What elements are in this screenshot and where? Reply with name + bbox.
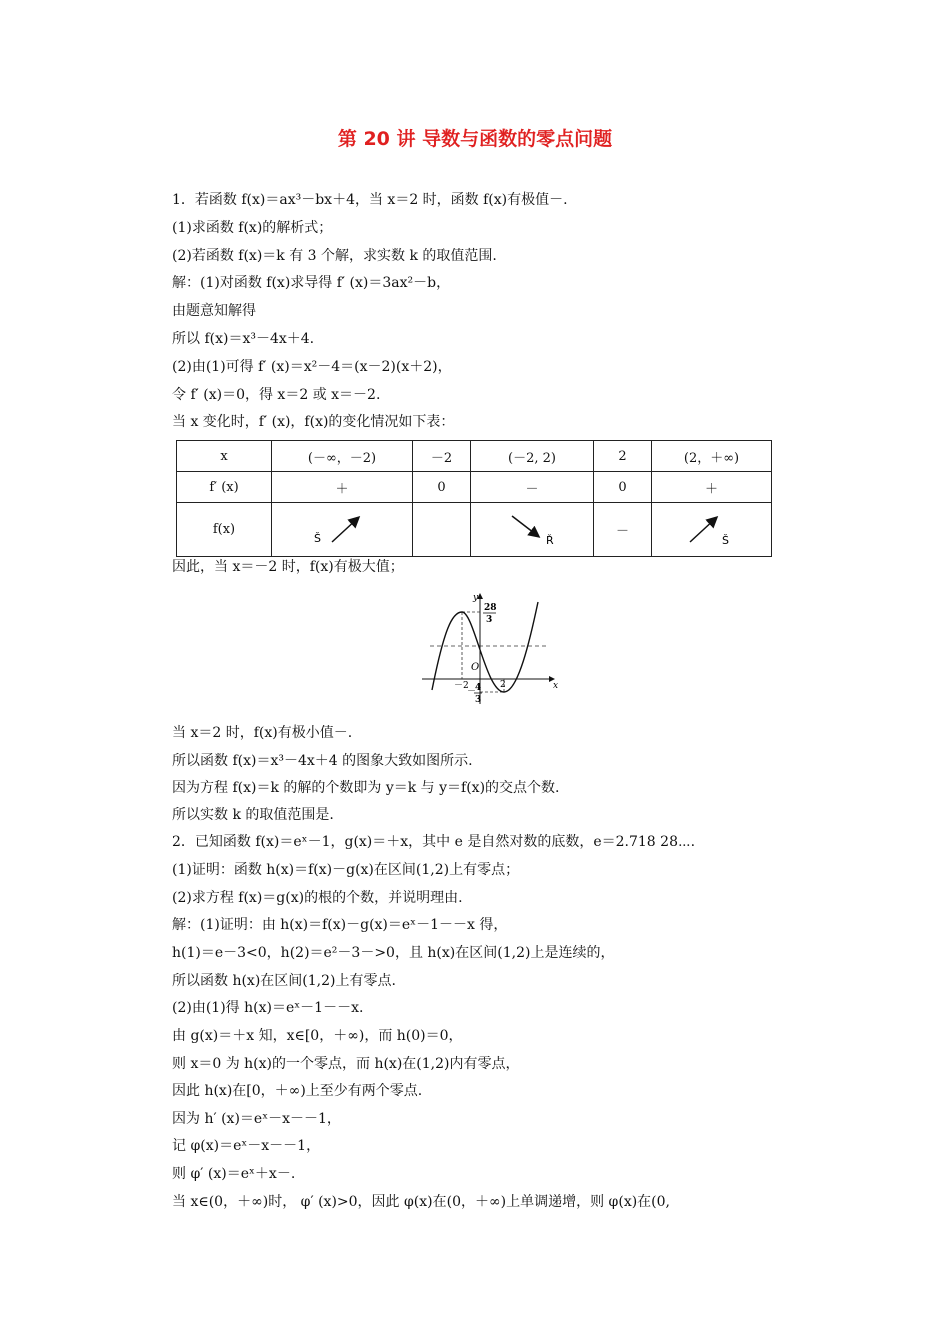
table-cell: (－∞，－2) xyxy=(272,441,413,472)
max-value-denominator: 3 xyxy=(486,615,493,625)
table-cell: f′ (x) xyxy=(177,472,272,503)
table-cell: (2，＋∞) xyxy=(652,441,772,472)
text-line: (1)求函数 f(x)的解析式； xyxy=(172,220,333,236)
text-line: 解：(1)证明：由 h(x)＝f(x)－g(x)＝eˣ－1－－x 得， xyxy=(172,917,508,933)
text-line: (1)证明：函数 h(x)＝f(x)－g(x)在区间(1,2)上有零点； xyxy=(172,862,520,878)
table-cell: f(x) xyxy=(177,503,272,557)
text-line: 则 φ′ (x)＝eˣ＋x－. xyxy=(172,1166,296,1182)
x-axis-label: x xyxy=(553,681,559,691)
decreasing-arrow-icon xyxy=(502,508,562,548)
text-line: (2)由(1)可得 f′ (x)＝x²－4＝(x－2)(x＋2)， xyxy=(172,359,452,375)
function-graph xyxy=(420,590,560,706)
text-line: 则 x＝0 为 h(x)的一个零点，而 h(x)在(1,2)内有零点， xyxy=(172,1056,520,1072)
table-cell: (－2, 2) xyxy=(471,441,594,472)
table-cell: 2 xyxy=(594,441,652,472)
text-line: (2)求方程 f(x)＝g(x)的根的个数，并说明理由. xyxy=(172,890,463,906)
table-row xyxy=(177,503,772,557)
arrow-glyph: Š xyxy=(314,531,321,545)
text-line: 当 x＝2 时，f(x)有极小值－. xyxy=(172,725,353,741)
increasing-arrow-icon xyxy=(312,508,372,548)
text-line: (2)若函数 f(x)＝k 有 3 个解，求实数 k 的取值范围. xyxy=(172,248,497,264)
text-line: 令 f′ (x)＝0，得 x＝2 或 x＝－2. xyxy=(172,387,381,403)
table-cell: － xyxy=(471,472,594,503)
tick-label: －2 xyxy=(454,681,469,691)
text-line: 记 φ(x)＝eˣ－x－－1， xyxy=(172,1138,321,1154)
table-cell: 0 xyxy=(594,472,652,503)
y-axis-label: y xyxy=(473,593,479,603)
text-line: h(1)＝e－3<0，h(2)＝e²－3－>0，且 h(x)在区间(1,2)上是连续的， xyxy=(172,945,615,961)
table-cell xyxy=(413,503,471,557)
table-cell: ＋ xyxy=(272,472,413,503)
table-row xyxy=(177,441,772,472)
arrow-glyph: Š xyxy=(721,533,729,547)
table-cell xyxy=(272,503,413,557)
text-line: 解：(1)对函数 f(x)求导得 f′ (x)＝3ax²－b， xyxy=(172,275,451,291)
page-title: 第 20 讲 导数与函数的零点问题 xyxy=(337,128,613,150)
text-line: 所以实数 k 的取值范围是. xyxy=(172,807,334,823)
text-line: 因此，当 x＝－2 时，f(x)有极大值； xyxy=(172,559,404,575)
text-line: 所以函数 f(x)＝x³－4x＋4 的图象大致如图所示. xyxy=(172,753,473,769)
text-line: 2．已知函数 f(x)＝eˣ－1，g(x)＝＋x，其中 e 是自然对数的底数，e＝2.718 28⋯. xyxy=(172,834,696,850)
arrow-glyph: Ř xyxy=(546,533,554,547)
min-value-denominator: 3 xyxy=(475,695,482,705)
table-cell xyxy=(652,503,772,557)
table-cell xyxy=(471,503,594,557)
text-line: 1．若函数 f(x)＝ax³－bx＋4，当 x＝2 时，函数 f(x)有极值－. xyxy=(172,192,568,208)
origin-label: O xyxy=(471,662,480,673)
table-cell: －2 xyxy=(413,441,471,472)
text-line: 因为方程 f(x)＝k 的解的个数即为 y＝k 与 y＝f(x)的交点个数. xyxy=(172,780,560,796)
text-line: 由 g(x)＝＋x 知，x∈[0，＋∞)，而 h(0)＝0， xyxy=(172,1028,463,1044)
min-value-numerator: 4 xyxy=(475,683,482,693)
text-line: 当 x∈(0，＋∞)时， φ′ (x)>0，因此 φ(x)在(0，＋∞)上单调递增，则 φ(x)在(0, xyxy=(172,1194,670,1210)
table-row xyxy=(177,472,772,503)
table-cell: ＋ xyxy=(652,472,772,503)
text-line: 由题意知解得 xyxy=(172,303,256,319)
tick-label: 2 xyxy=(500,680,506,690)
text-line: 因为 h′ (x)＝eˣ－x－－1， xyxy=(172,1111,341,1127)
text-line: 所以 f(x)＝x³－4x＋4. xyxy=(172,331,315,347)
min-value-sign: － xyxy=(467,687,477,697)
increasing-arrow-icon xyxy=(682,508,742,548)
variation-table xyxy=(176,440,772,557)
text-line: 因此 h(x)在[0，＋∞)上至少有两个零点. xyxy=(172,1083,423,1099)
text-line: 当 x 变化时，f′ (x)，f(x)的变化情况如下表： xyxy=(172,414,455,430)
table-cell: 0 xyxy=(413,472,471,503)
max-value-numerator: 28 xyxy=(484,603,497,613)
table-cell: x xyxy=(177,441,272,472)
table-cell: － xyxy=(594,503,652,557)
text-line: 所以函数 h(x)在区间(1,2)上有零点. xyxy=(172,973,396,989)
text-line: (2)由(1)得 h(x)＝eˣ－1－－x. xyxy=(172,1000,364,1016)
